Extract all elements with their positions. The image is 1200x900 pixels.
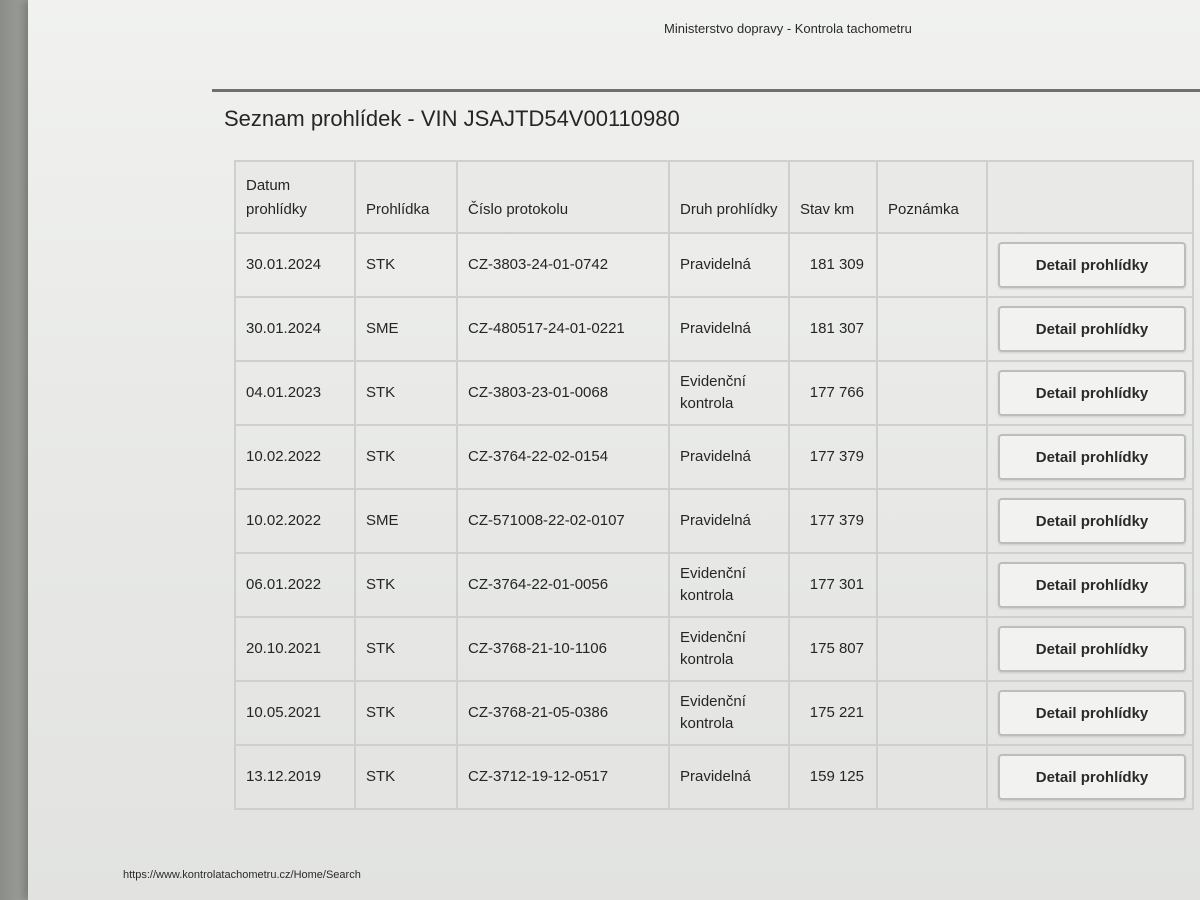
cell-inspection: SME bbox=[355, 297, 457, 361]
cell-type: Pravidelná bbox=[669, 233, 789, 297]
cell-inspection: STK bbox=[355, 233, 457, 297]
cell-date: 06.01.2022 bbox=[235, 553, 355, 617]
cell-note bbox=[877, 233, 987, 297]
cell-protocol: CZ-3803-23-01-0068 bbox=[457, 361, 669, 425]
cell-date: 10.02.2022 bbox=[235, 425, 355, 489]
cell-date: 30.01.2024 bbox=[235, 233, 355, 297]
column-header-action bbox=[987, 161, 1193, 233]
cell-action bbox=[987, 489, 1193, 553]
table-row bbox=[235, 617, 1193, 681]
cell-km: 175 807 bbox=[789, 617, 877, 681]
cell-km: 181 309 bbox=[789, 233, 877, 297]
detail-button[interactable]: Detail prohlídky bbox=[998, 690, 1186, 736]
cell-date: 13.12.2019 bbox=[235, 745, 355, 809]
cell-km: 175 221 bbox=[789, 681, 877, 745]
cell-date: 20.10.2021 bbox=[235, 617, 355, 681]
cell-action bbox=[987, 617, 1193, 681]
cell-protocol: CZ-3764-22-01-0056 bbox=[457, 553, 669, 617]
cell-km: 177 766 bbox=[789, 361, 877, 425]
header-divider bbox=[212, 89, 1200, 92]
cell-type: Pravidelná bbox=[669, 425, 789, 489]
cell-inspection: STK bbox=[355, 361, 457, 425]
column-header-km: Stav km bbox=[789, 161, 877, 233]
table-row bbox=[235, 297, 1193, 361]
cell-type: Pravidelná bbox=[669, 489, 789, 553]
column-header-protocol: Číslo protokolu bbox=[457, 161, 669, 233]
page-title: Seznam prohlídek - VIN JSAJTD54V00110980 bbox=[224, 106, 680, 131]
cell-note bbox=[877, 425, 987, 489]
cell-note bbox=[877, 361, 987, 425]
cell-inspection: SME bbox=[355, 489, 457, 553]
cell-inspection: STK bbox=[355, 745, 457, 809]
cell-note bbox=[877, 745, 987, 809]
detail-button[interactable]: Detail prohlídky bbox=[998, 562, 1186, 608]
cell-action bbox=[987, 297, 1193, 361]
cell-type: Pravidelná bbox=[669, 745, 789, 809]
table-row bbox=[235, 489, 1193, 553]
cell-note bbox=[877, 681, 987, 745]
cell-protocol: CZ-571008-22-02-0107 bbox=[457, 489, 669, 553]
column-header-type: Druh prohlídky bbox=[669, 161, 789, 233]
cell-action bbox=[987, 233, 1193, 297]
table-header-row bbox=[235, 161, 1193, 233]
table-row bbox=[235, 553, 1193, 617]
cell-action bbox=[987, 553, 1193, 617]
column-header-note: Poznámka bbox=[877, 161, 987, 233]
cell-type: Evidenční kontrola bbox=[669, 361, 789, 425]
table-row bbox=[235, 233, 1193, 297]
cell-action bbox=[987, 361, 1193, 425]
cell-note bbox=[877, 489, 987, 553]
cell-protocol: CZ-3803-24-01-0742 bbox=[457, 233, 669, 297]
cell-protocol: CZ-3712-19-12-0517 bbox=[457, 745, 669, 809]
table-row bbox=[235, 745, 1193, 809]
cell-protocol: CZ-3768-21-05-0386 bbox=[457, 681, 669, 745]
cell-inspection: STK bbox=[355, 681, 457, 745]
detail-button[interactable]: Detail prohlídky bbox=[998, 498, 1186, 544]
cell-type: Pravidelná bbox=[669, 297, 789, 361]
cell-action bbox=[987, 745, 1193, 809]
site-title: Ministerstvo dopravy - Kontrola tachometru bbox=[664, 21, 912, 36]
detail-button[interactable]: Detail prohlídky bbox=[998, 434, 1186, 480]
table-row bbox=[235, 361, 1193, 425]
cell-inspection: STK bbox=[355, 553, 457, 617]
cell-date: 10.02.2022 bbox=[235, 489, 355, 553]
inspections-table bbox=[234, 160, 1194, 810]
cell-km: 159 125 bbox=[789, 745, 877, 809]
column-header-date: Datum prohlídky bbox=[235, 161, 355, 233]
cell-date: 04.01.2023 bbox=[235, 361, 355, 425]
cell-type: Evidenční kontrola bbox=[669, 617, 789, 681]
cell-protocol: CZ-3764-22-02-0154 bbox=[457, 425, 669, 489]
cell-note bbox=[877, 617, 987, 681]
column-header-inspection: Prohlídka bbox=[355, 161, 457, 233]
cell-inspection: STK bbox=[355, 425, 457, 489]
cell-km: 177 379 bbox=[789, 425, 877, 489]
detail-button[interactable]: Detail prohlídky bbox=[998, 626, 1186, 672]
detail-button[interactable]: Detail prohlídky bbox=[998, 306, 1186, 352]
cell-km: 181 307 bbox=[789, 297, 877, 361]
cell-protocol: CZ-3768-21-10-1106 bbox=[457, 617, 669, 681]
table-row bbox=[235, 425, 1193, 489]
cell-date: 10.05.2021 bbox=[235, 681, 355, 745]
cell-action bbox=[987, 425, 1193, 489]
cell-inspection: STK bbox=[355, 617, 457, 681]
cell-km: 177 301 bbox=[789, 553, 877, 617]
cell-note bbox=[877, 553, 987, 617]
cell-note bbox=[877, 297, 987, 361]
cell-type: Evidenční kontrola bbox=[669, 553, 789, 617]
detail-button[interactable]: Detail prohlídky bbox=[998, 370, 1186, 416]
cell-protocol: CZ-480517-24-01-0221 bbox=[457, 297, 669, 361]
footer-url: https://www.kontrolatachometru.cz/Home/Search bbox=[123, 869, 361, 881]
detail-button[interactable]: Detail prohlídky bbox=[998, 754, 1186, 800]
cell-action bbox=[987, 681, 1193, 745]
cell-km: 177 379 bbox=[789, 489, 877, 553]
table-row bbox=[235, 681, 1193, 745]
cell-type: Evidenční kontrola bbox=[669, 681, 789, 745]
cell-date: 30.01.2024 bbox=[235, 297, 355, 361]
detail-button[interactable]: Detail prohlídky bbox=[998, 242, 1186, 288]
